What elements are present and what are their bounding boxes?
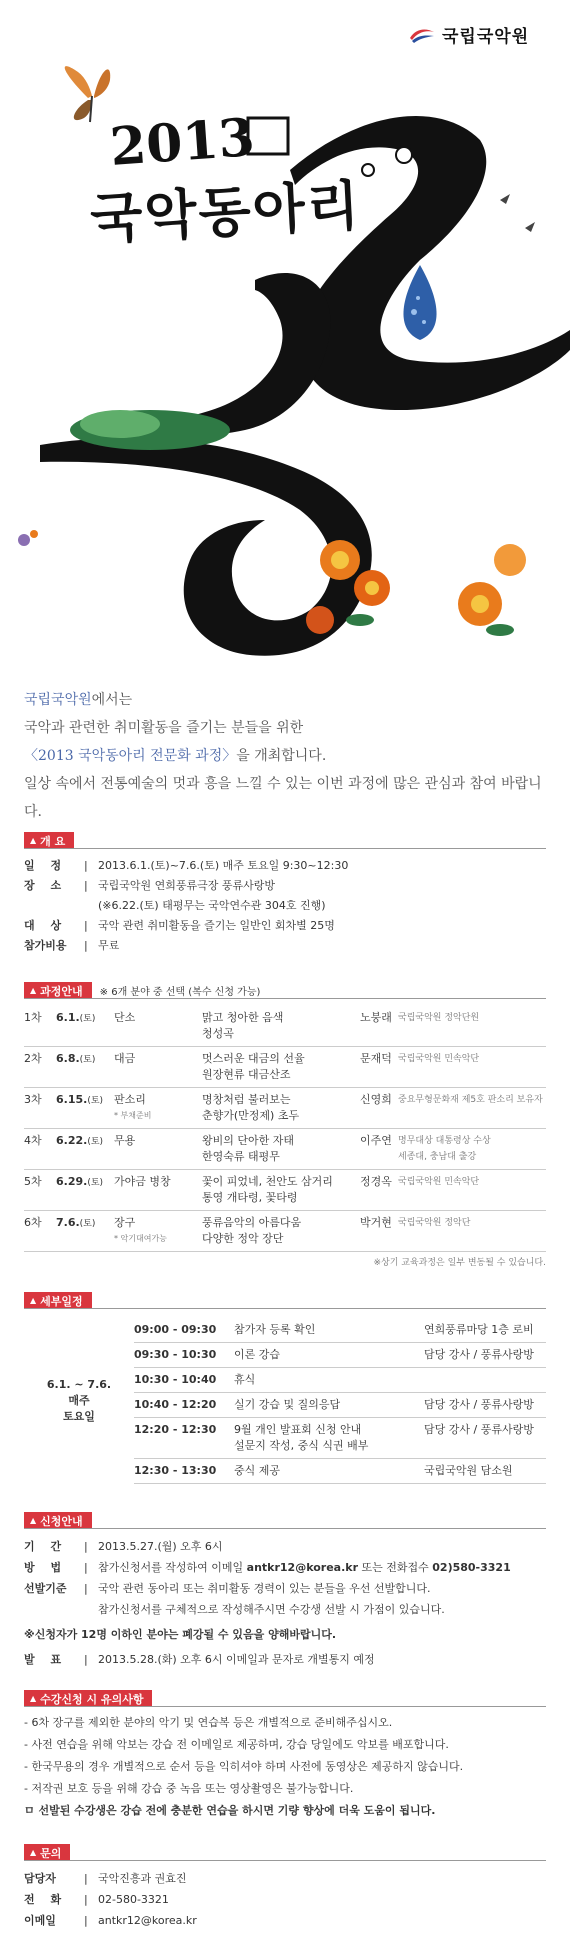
- triangle-icon: ▲: [30, 836, 37, 845]
- table-row: 6.1. ~ 7.6. 매주 토요일 09:00 - 09:30 참가자 등록 확인 연희풍류마당 1층 로비: [24, 1318, 546, 1343]
- table-row: 4차 6.22.(토) 무용 왕비의 단아한 자태 한영숙류 태평무 이주연 명무대상 대통령상 수상 세종대, 충남대 출강: [24, 1129, 546, 1170]
- poster-illustration: [0, 0, 570, 670]
- table-row: 10:40 - 12:20 실기 강습 및 질의응답 담당 강사 / 풍류사랑방: [24, 1393, 546, 1418]
- logo-text: 국립국악원: [442, 27, 530, 47]
- list-item: - 저작권 보호 등을 위해 강습 중 녹음 또는 영상촬영은 불가능합니다.: [24, 1782, 354, 1795]
- intro-line-3: 〈2013 국악동아리 전문화 과정〉을 개최합니다.: [24, 748, 327, 764]
- apply-warning: ※신청자가 12명 이하인 분야는 폐강될 수 있음을 양해바랍니다.: [24, 1628, 337, 1641]
- list-item: - 한국무용의 경우 개별적으로 순서 등을 익히셔야 하며 사전에 동영상은 제공하지 않습니다.: [24, 1760, 464, 1773]
- table-row: 12:20 - 12:30 9월 개인 발표회 신청 안내 설문지 작성, 중식 식권 배부 담당 강사 / 풍류사랑방: [24, 1418, 546, 1459]
- intro-text: [24, 686, 554, 826]
- overview-row: (※6.22.(토) 태평무는 국악연수관 304호 진행): [98, 899, 326, 912]
- schedule-period: 6.1. ~ 7.6. 매주 토요일: [46, 1377, 112, 1423]
- table-row: 09:30 - 10:30 이론 강습 담당 강사 / 풍류사랑방: [24, 1343, 546, 1368]
- intro-line-1: 국립국악원에서는: [24, 692, 133, 708]
- apply-row: 선발기준 | 국악 관련 동아리 또는 취미활동 경력이 있는 분들을 우선 선발합니다.: [24, 1582, 431, 1595]
- triangle-icon: ▲: [30, 1694, 37, 1703]
- poster-title-main: 국악동아리: [88, 172, 363, 252]
- intro-line-2: 국악과 관련한 취미활동을 즐기는 분들을 위한: [24, 720, 304, 736]
- contact-row: 담당자 | 국악진흥과 권효진: [24, 1872, 187, 1885]
- courses-header: ▲ 과정안내 ※ 6개 분야 중 선택 (복수 신청 가능): [24, 982, 260, 999]
- butterfly-icon: [65, 66, 111, 122]
- overview-row: 참가비용 | 무료: [24, 939, 120, 952]
- triangle-icon: ▲: [30, 986, 37, 995]
- divider: [24, 1308, 546, 1309]
- apply-row: 발 표 | 2013.5.28.(화) 오후 6시 이메일과 문자로 개별통지 예정: [24, 1653, 375, 1666]
- cautions-header: ▲ 수강신청 시 유의사항: [24, 1690, 152, 1707]
- apply-row: 방 법 | 참가신청서를 작성하여 이메일 antkr12@korea.kr 또는 전화접수 02)580-3321: [24, 1561, 511, 1574]
- intro-line-4: 일상 속에서 전통예술의 멋과 흥을 느낄 수 있는 이번 과정에 많은 관심과 참여 바랍니다.: [24, 776, 542, 820]
- poster-title-year: 2013: [108, 107, 257, 178]
- courses-header-note: ※ 6개 분야 중 선택 (복수 신청 가능): [99, 987, 261, 998]
- overview-row: 대 상 | 국악 관련 취미활동을 즐기는 일반인 회차별 25명: [24, 919, 335, 932]
- overview-row: 일 정 | 2013.6.1.(토)~7.6.(토) 매주 토요일 9:30~12:30: [24, 859, 349, 872]
- table-row: 12:30 - 13:30 중식 제공 국립국악원 담소원: [24, 1459, 546, 1484]
- contact-row: 이메일 | antkr12@korea.kr: [24, 1914, 197, 1927]
- table-row: 3차 6.15.(토) 판소리 * 부채준비 명창처럼 불러보는 춘향가(만정제) 초두 신영희 중요무형문화재 제5호 판소리 보유자: [24, 1088, 546, 1129]
- courses-table: [24, 1006, 546, 1252]
- courses-footnote: ※상기 교육과정은 일부 변동될 수 있습니다.: [373, 1258, 546, 1268]
- cautions-list: [24, 1712, 463, 1822]
- triangle-icon: ▲: [30, 1516, 37, 1525]
- triangle-icon: ▲: [30, 1848, 37, 1857]
- schedule-header: ▲ 세부일정: [24, 1292, 92, 1309]
- divider: [24, 848, 546, 849]
- schedule-table: [24, 1318, 546, 1484]
- divider: [24, 998, 546, 999]
- apply-row: 기 간 | 2013.5.27.(월) 오후 6시: [24, 1540, 223, 1553]
- table-row: 2차 6.8.(토) 대금 멋스러운 대금의 선율 원장현류 대금산조 문재덕 국립국악원 민속악단: [24, 1047, 546, 1088]
- contact-header: ▲ 문의: [24, 1844, 70, 1861]
- list-item: ㅁ 선발된 수강생은 강습 전에 충분한 연습을 하시면 기량 향상에 더욱 도움이 됩니다.: [24, 1804, 436, 1817]
- divider: [24, 1528, 546, 1529]
- table-row: 1차 6.1.(토) 단소 맑고 청아한 음색 청성곡 노붕래 국립국악원 정악단원: [24, 1006, 546, 1047]
- contact-email-link[interactable]: antkr12@korea.kr: [98, 1914, 197, 1927]
- overview-row: 장 소 | 국립국악원 연희풍류극장 풍류사랑방: [24, 879, 276, 892]
- apply-header: ▲ 신청안내: [24, 1512, 92, 1529]
- table-row: 10:30 - 10:40 휴식: [24, 1368, 546, 1393]
- table-row: 5차 6.29.(토) 가야금 병창 꽃이 피었네, 천안도 삼거리 통영 개타령, 꽃타령 정경옥 국립국악원 민속악단: [24, 1170, 546, 1211]
- divider: [24, 1706, 546, 1707]
- contact-list: [24, 1868, 197, 1931]
- triangle-icon: ▲: [30, 1296, 37, 1305]
- divider: [24, 1860, 546, 1861]
- contact-row: 전 화 | 02-580-3321: [24, 1893, 169, 1906]
- table-row: 6차 7.6.(토) 장구 * 악기대여가능 풍류음악의 아름다움 다양한 정악 장단 박거현 국립국악원 정악단: [24, 1211, 546, 1252]
- overview-header: ▲ 개 요: [24, 832, 74, 849]
- apply-list: [24, 1536, 511, 1670]
- overview-list: [24, 856, 348, 956]
- list-item: - 사전 연습을 위해 악보는 강습 전 이메일로 제공하며, 강습 당일에도 악보를 배포합니다.: [24, 1738, 449, 1751]
- apply-row: 참가신청서를 구체적으로 작성해주시면 수강생 선발 시 가점이 있습니다.: [98, 1603, 445, 1616]
- list-item: - 6차 장구를 제외한 분야의 악기 및 연습복 등은 개별적으로 준비해주십시오.: [24, 1716, 393, 1729]
